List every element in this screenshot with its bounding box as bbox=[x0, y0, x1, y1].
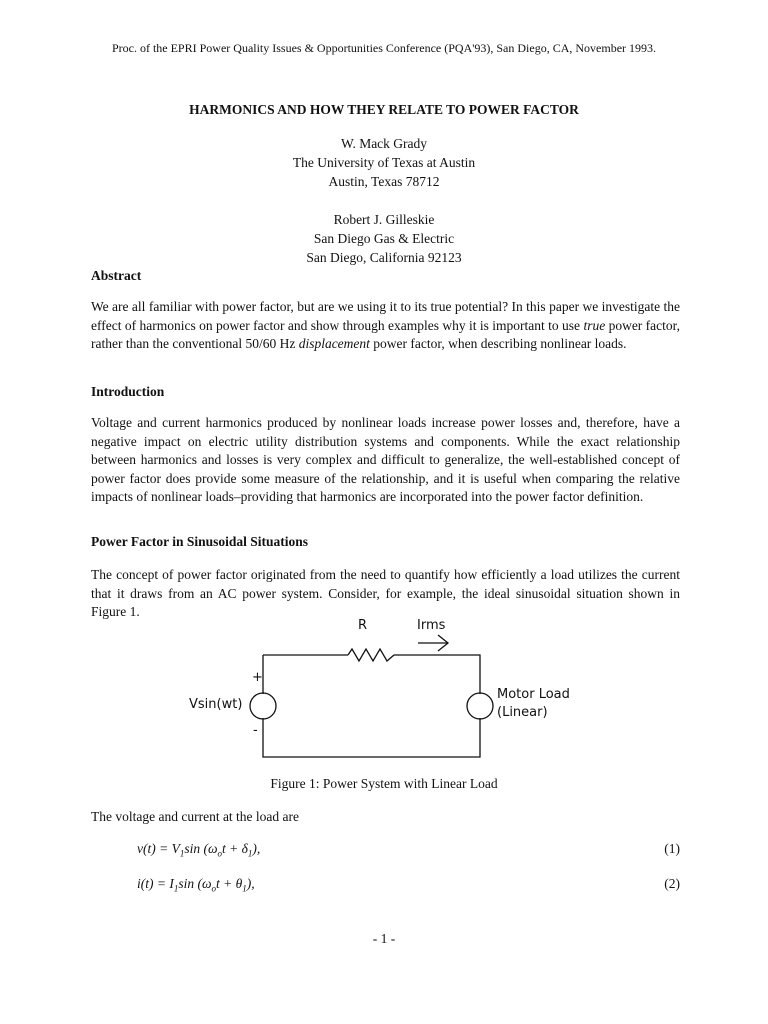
circuit-figure bbox=[180, 614, 600, 764]
plus-label: + bbox=[252, 670, 263, 685]
motor-load-icon bbox=[467, 693, 493, 719]
abstract-heading: Abstract bbox=[91, 268, 142, 283]
load-type-label: (Linear) bbox=[497, 705, 548, 720]
current-arrow-icon bbox=[418, 635, 448, 651]
author-block bbox=[0, 134, 768, 267]
resistor-icon bbox=[348, 649, 394, 661]
introduction-heading: Introduction bbox=[91, 384, 165, 399]
equation-number: (1) bbox=[664, 841, 680, 856]
author-name: Robert J. Gilleskie bbox=[333, 212, 435, 227]
figure-caption: Figure 1: Power System with Linear Load bbox=[270, 776, 498, 791]
abstract-text: We are all familiar with power factor, but are we using it to its true potential? In this paper we investigate the effect of harmonics on power factor and show through examples why it is important to use true power factor, rather than the conventional 50/60 Hz displacement power factor, when describing nonlinear loads. bbox=[91, 299, 680, 351]
wire-top-right bbox=[394, 655, 480, 694]
author-name: W. Mack Grady bbox=[340, 136, 428, 151]
equation-number: (2) bbox=[664, 876, 680, 891]
equation-2: $i(t) = I_1\sin$ $(\omega_ot + \theta_1)$, bbox=[137, 876, 255, 894]
introduction-text: Voltage and current harmonics produced by nonlinear loads increase power losses and, therefore, have a negative impact on electric utility distribution systems and components. While the exact relationship between harmonics and losses is very complex and difficult to generalize, the well-established concept of power factor does provide some measure of the relationship, and it is useful when comparing the relative impacts of nonlinear loads–providing that harmonics are incorporated into the power factor definition. bbox=[91, 415, 680, 504]
load-label: Motor Load bbox=[497, 687, 570, 702]
current-label: Irms bbox=[417, 618, 446, 633]
section-heading: Power Factor in Sinusoidal Situations bbox=[91, 534, 309, 549]
body-text: The voltage and current at the load are bbox=[91, 809, 300, 824]
conference-note: Proc. of the EPRI Power Quality Issues & Opportunities Conference (PQA'93), San Diego, CA, November 1993. bbox=[111, 41, 657, 55]
section-text: The concept of power factor originated from the need to quantify how efficiently a load utilizes the current that it draws from an AC power system. Consider, for example, the ideal sinusoidal situation shown in Figure 1. bbox=[91, 567, 680, 619]
page-number: - 1 - bbox=[372, 931, 396, 946]
author-affiliation: San Diego Gas & Electric bbox=[313, 231, 455, 246]
author-location: San Diego, California 92123 bbox=[306, 250, 462, 265]
paper-title: HARMONICS AND HOW THEY RELATE TO POWER FACTOR bbox=[189, 102, 579, 117]
resistor-label: R bbox=[358, 618, 368, 633]
equation-1: $v(t) = V_1\sin$ $(\omega_ot + \delta_1)$, bbox=[137, 841, 261, 859]
wire-bottom bbox=[263, 718, 480, 757]
voltage-source-icon bbox=[250, 693, 276, 719]
source-label: Vsin(wt) bbox=[189, 697, 243, 712]
minus-label: - bbox=[253, 723, 258, 738]
author-affiliation: The University of Texas at Austin bbox=[292, 155, 476, 170]
author-location: Austin, Texas 78712 bbox=[328, 174, 440, 189]
